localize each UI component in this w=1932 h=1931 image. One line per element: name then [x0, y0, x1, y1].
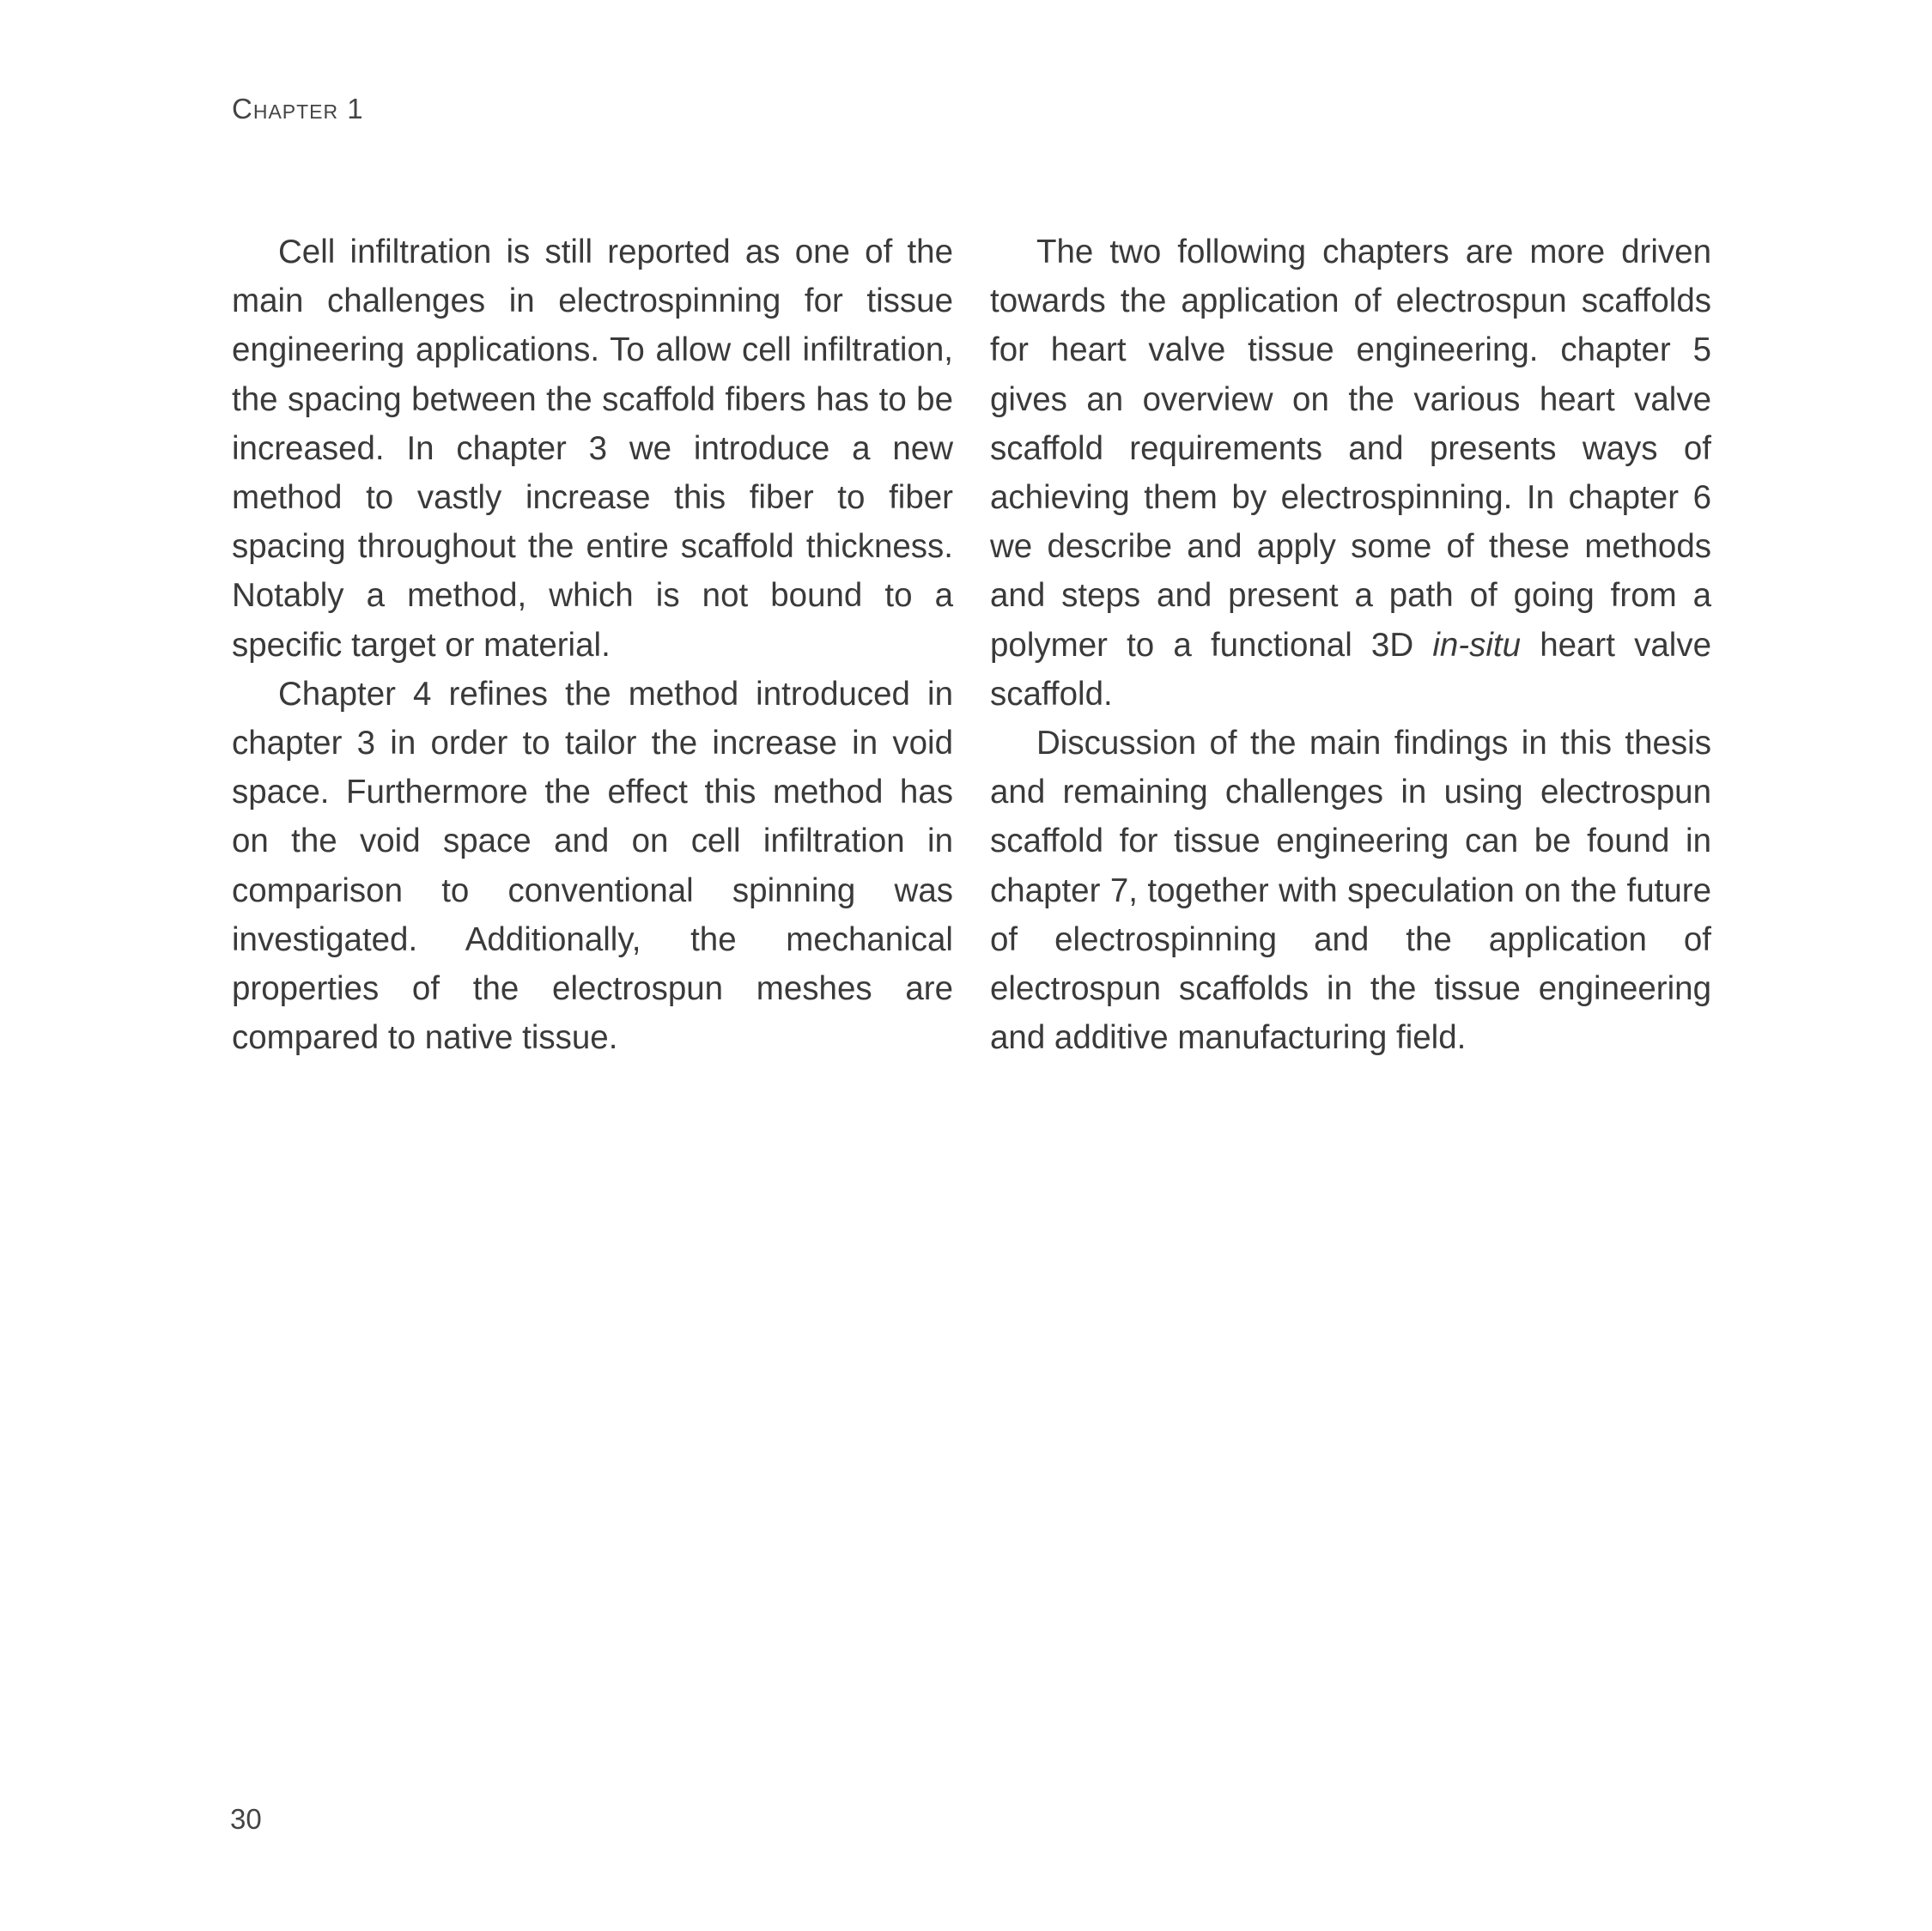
paragraph-chapter-4: Chapter 4 refines the method introduced in chapter 3 in order to tailor the increase in void space. Furthermore the effect this method has on the void space and on cell infiltration in comparison to conventional spinning was investigated. Additionally, the mechanical properties of the electrospun meshes are compared to native tissue. — [232, 675, 953, 1057]
chapter-label: Chapter 1 — [232, 93, 364, 124]
paragraph-heart-valve-end: heart valve scaffold. — [990, 626, 1711, 713]
paragraph-cell-infiltration: Cell infiltration is still reported as one of the main challenges in electrospinning for tissue engineering applications. To allow cell infiltration, the spacing between the scaffold fibers has to be increased. In chapter 3 we introduce a new method to vastly increase this fiber to fiber spacing throughout the entire scaffold thickness. Notably a method, which is not bound to a specific target or material. — [232, 234, 953, 664]
left-column — [232, 228, 953, 1062]
paragraph-discussion: Discussion of the main findings in this thesis and remaining challenges in using electrospun scaffold for tissue engineering can be found in chapter 7, together with speculation on the future of electrospinning and the application of electrospun scaffolds in the tissue engineering and additive manufacturing field. — [990, 725, 1711, 1057]
page-number: 30 — [230, 1803, 262, 1835]
in-situ-term: in-situ — [1432, 626, 1522, 664]
paragraph-heart-valve — [990, 228, 1711, 719]
running-header — [232, 93, 364, 125]
paragraph-heart-valve-text: The two following chapters are more driven towards the application of electrospun scaffolds for heart valve tissue engineering. chapter 5 gives an overview on the various heart valve scaffold requirements and presents ways of achieving them by electrospinning. In chapter 6 we describe and apply some of these methods and steps and present a path of going from a polymer to a functional 3D — [990, 234, 1711, 664]
right-column — [990, 228, 1711, 1062]
